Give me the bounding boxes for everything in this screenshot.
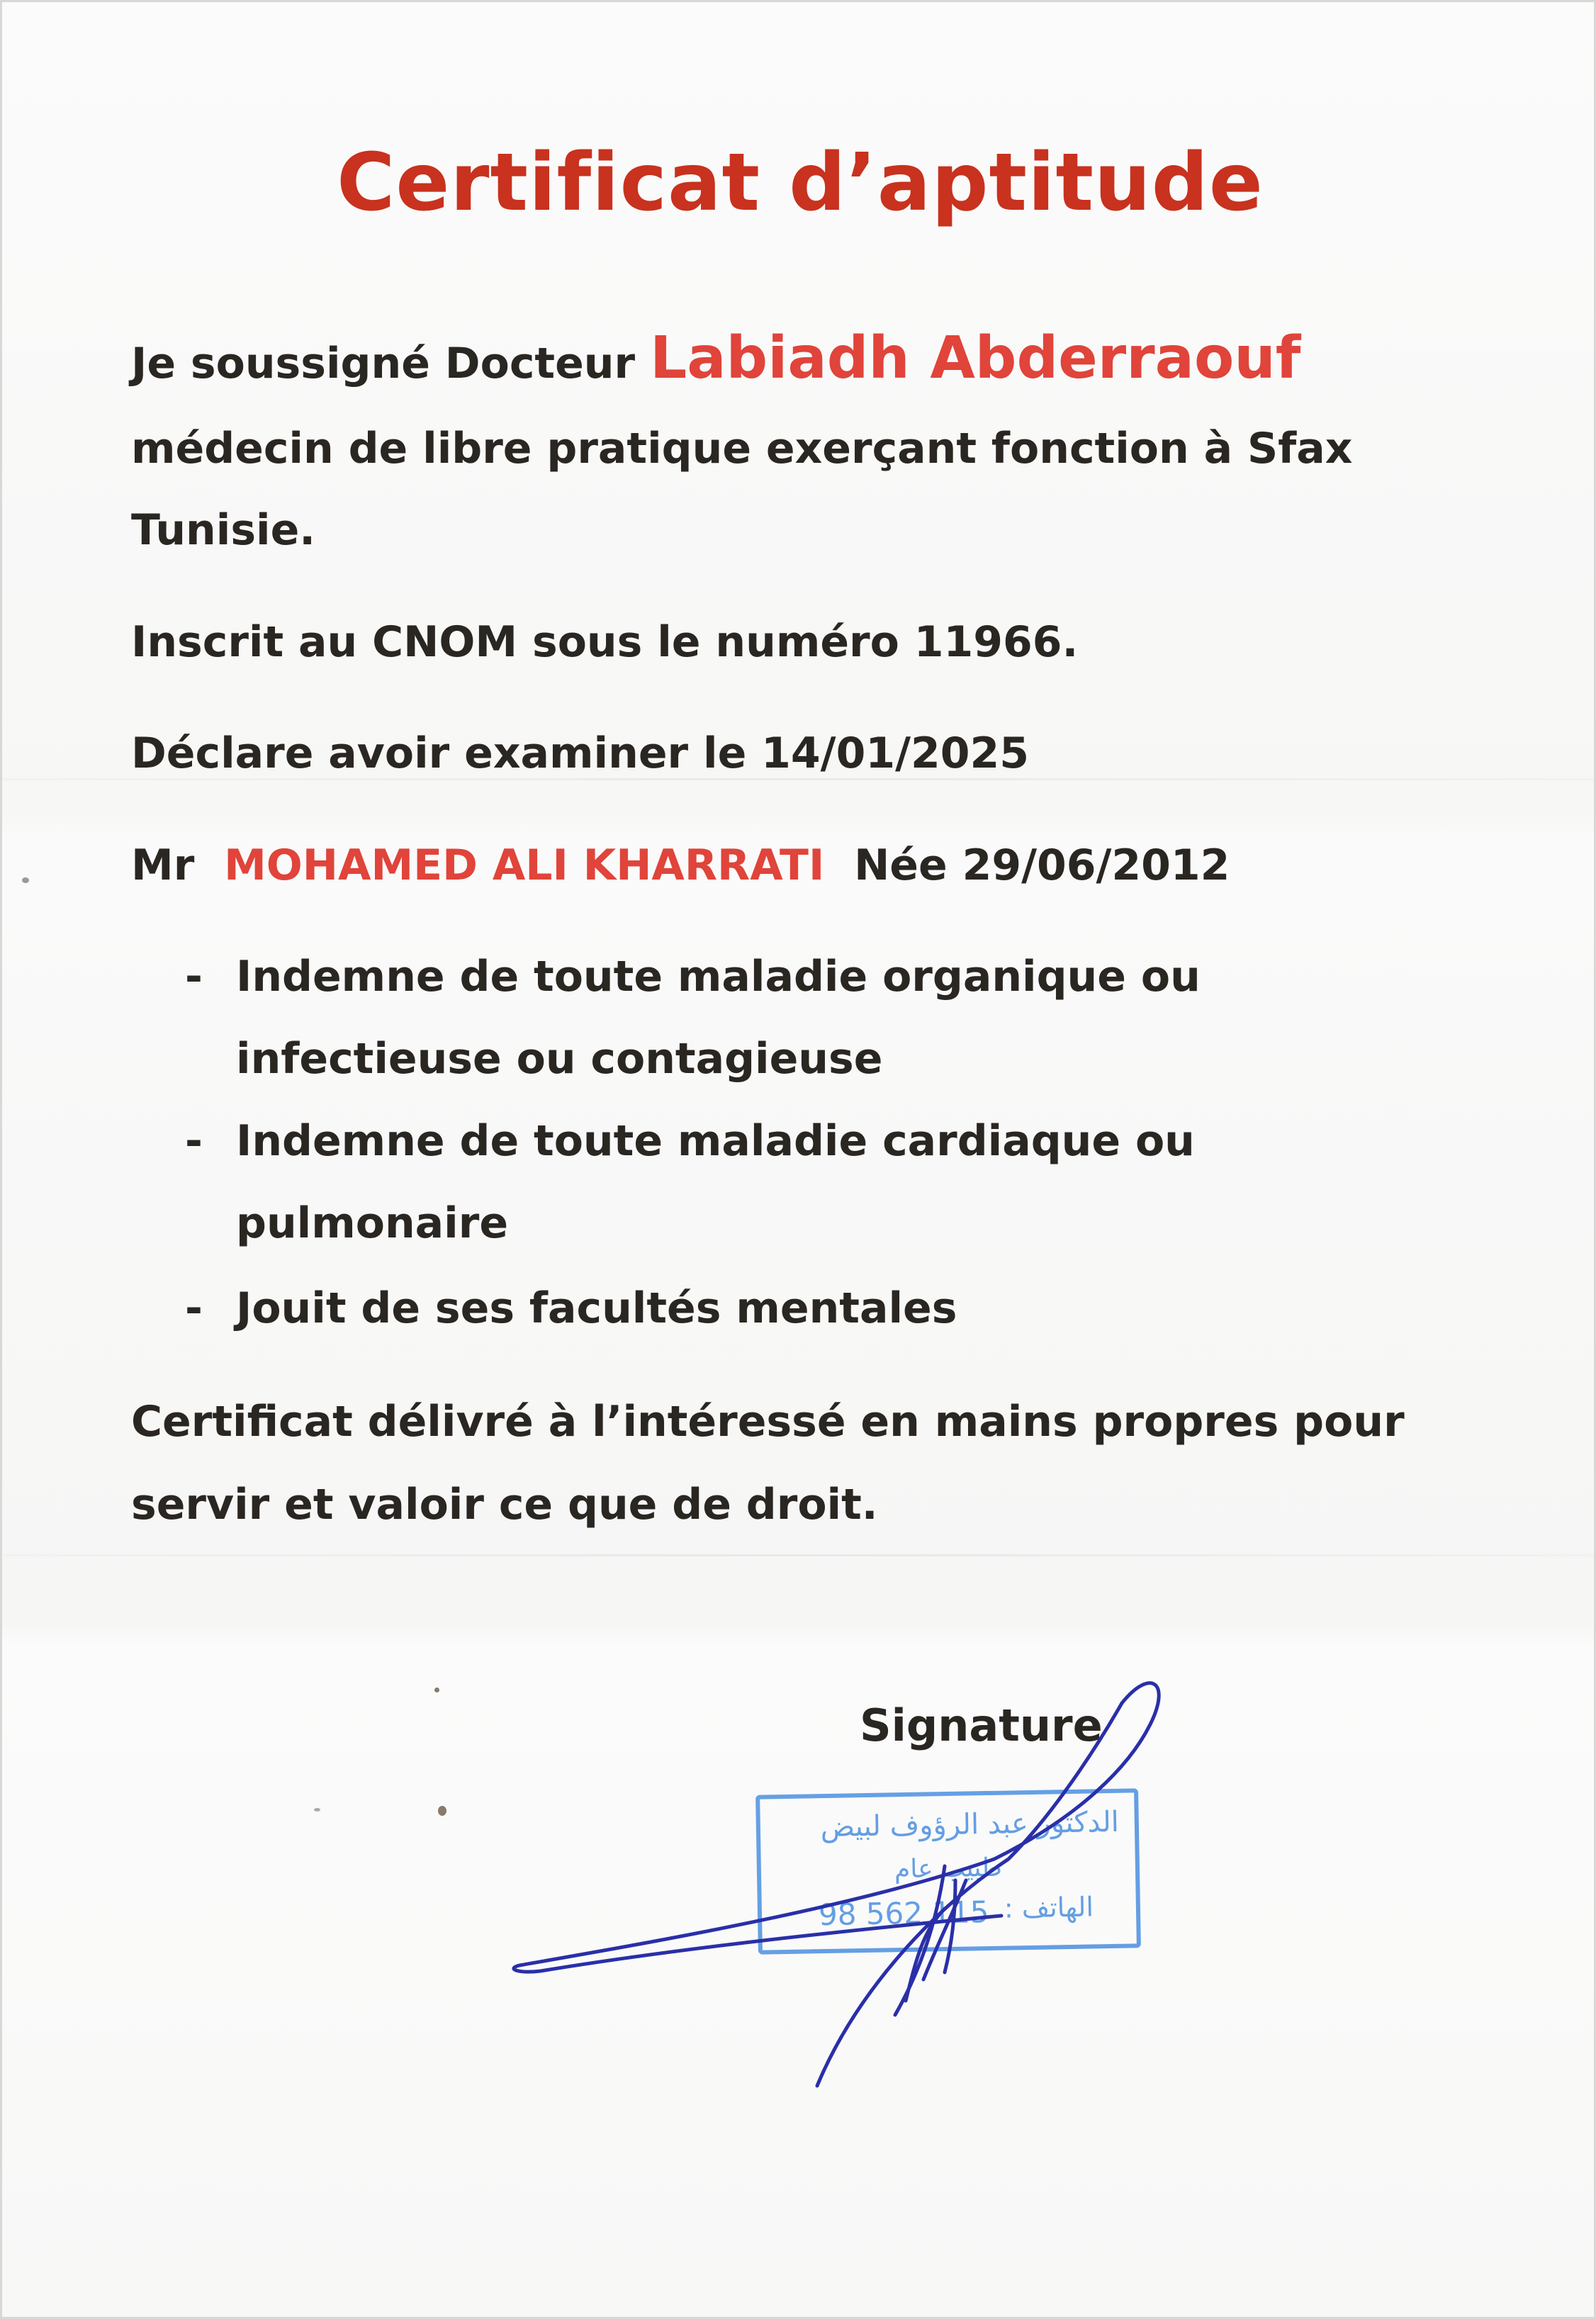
- bullet-dash: -: [185, 952, 203, 1001]
- patient-line: [131, 841, 1230, 890]
- patient-name: MOHAMED ALI KHARRATI: [224, 841, 825, 890]
- bullet-3-line-1: Jouit de ses facultés mentales: [236, 1284, 957, 1333]
- stamp-doctor-name: الدكتور عبد الرؤوف لبيض: [820, 1805, 1120, 1844]
- exam-date-line: Déclare avoir examiner le 14/01/2025: [131, 729, 1029, 778]
- signature-label: Signature: [860, 1700, 1103, 1751]
- cnom-line: Inscrit au CNOM sous le numéro 11966.: [131, 617, 1079, 667]
- paper-speck: [314, 1808, 320, 1812]
- bullet-2-line-1: Indemne de toute maladie cardiaque ou: [236, 1116, 1195, 1166]
- country-line: Tunisie.: [131, 505, 316, 555]
- closing-line-2: servir et valoir ce que de droit.: [131, 1480, 878, 1529]
- intro-line: [131, 325, 1300, 392]
- bullet-1-line-1: Indemne de toute maladie organique ou: [236, 952, 1201, 1001]
- bullet-2-line-2: pulmonaire: [236, 1198, 509, 1248]
- stamp-title: طبيب عام: [894, 1853, 1003, 1885]
- practice-line: médecin de libre pratique exerçant fonction à Sfax: [131, 424, 1353, 473]
- stamp-phone-label: الهاتف :: [1004, 1891, 1094, 1924]
- bullet-dash: -: [185, 1284, 203, 1333]
- paper-speck: [434, 1688, 439, 1692]
- doctor-name: Labiadh Abderraouf: [649, 325, 1301, 392]
- bullet-1-line-2: infectieuse ou contagieuse: [236, 1034, 883, 1084]
- paper-fold: [2, 778, 1596, 780]
- certificate-title: Certificat d’aptitude: [337, 137, 1264, 229]
- stamp-phone: 98 562 115: [818, 1894, 989, 1933]
- doctor-stamp: [755, 1788, 1141, 1954]
- intro-prefix: Je soussigné Docteur: [131, 339, 636, 388]
- paper-speck: [22, 877, 29, 883]
- patient-birth: Née 29/06/2012: [854, 841, 1230, 890]
- patient-prefix: Mr: [131, 841, 195, 890]
- bullet-dash: -: [185, 1116, 203, 1166]
- closing-line-1: Certificat délivré à l’intéressé en mains propres pour: [131, 1397, 1405, 1447]
- paper-speck: [438, 1806, 446, 1816]
- paper-fold: [2, 1554, 1596, 1556]
